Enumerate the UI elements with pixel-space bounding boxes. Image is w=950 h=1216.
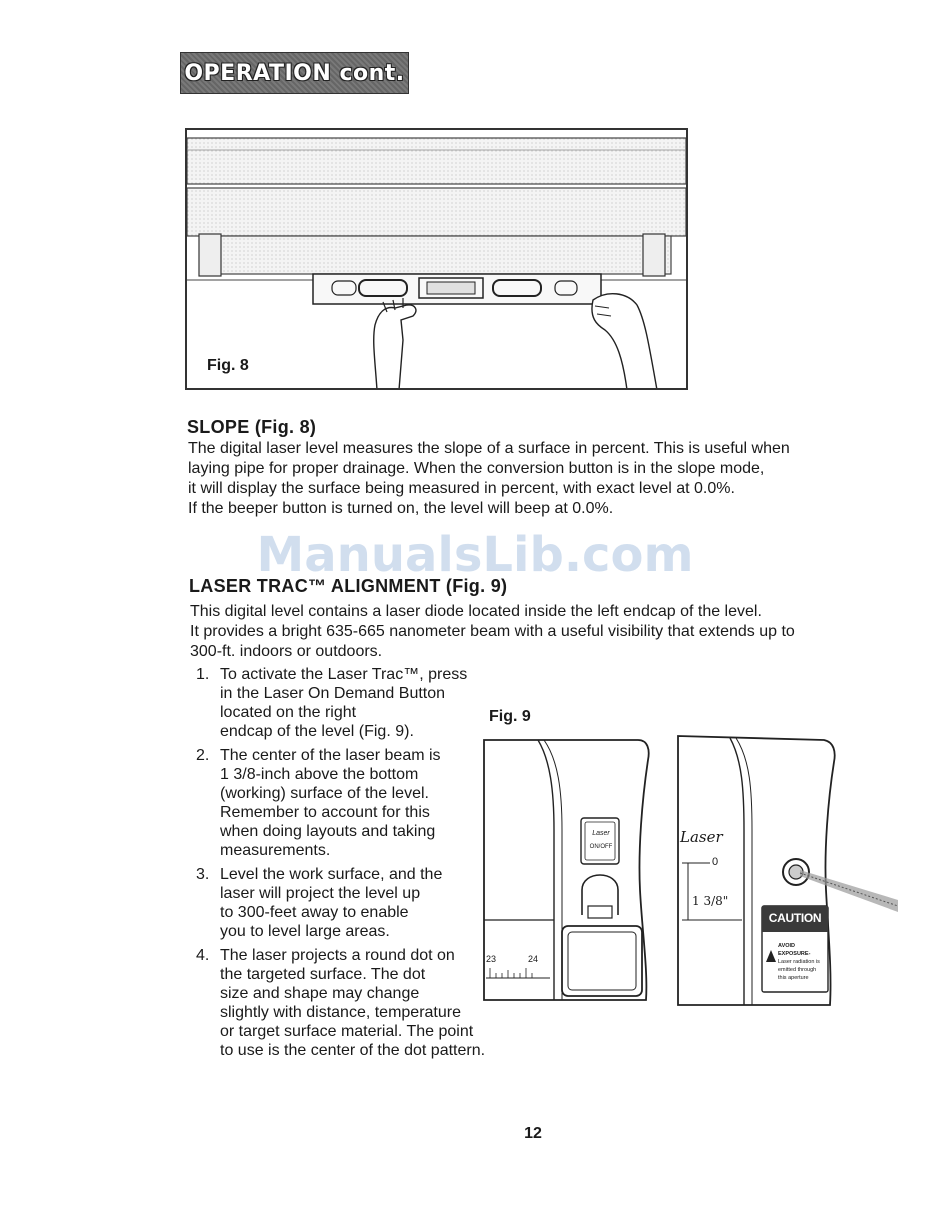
step-number: 2. [196,747,210,764]
step-number: 4. [196,947,210,964]
slope-paragraph [188,439,868,519]
list-item [196,946,506,1060]
laser-paragraph [190,602,870,662]
section-banner-title: OPERATION cont. [184,60,405,86]
laser-button-sublabel: ON/OFF [589,844,613,850]
step-number: 3. [196,866,210,883]
ruler-mark-right: 24 [528,954,539,964]
page-number: 12 [524,1125,542,1142]
figure-9-illustration [478,730,898,1015]
figure-8 [185,128,688,390]
caution-line: emitted through [778,967,817,973]
section-banner [180,52,409,94]
figure-8-label: Fig. 8 [207,357,249,374]
step-text: The laser projects a round dot on the targeted surface. The dot size and shape may change slightly with distance, temperature or target surface material. The point to use is the center of the dot pattern. [220,947,486,1059]
slope-heading: SLOPE (Fig. 8) [187,417,317,437]
figure-9 [478,730,898,1015]
laser-line: This digital level contains a laser diode located inside the left endcap of the level. [190,603,762,620]
caution-line: this aperture [778,975,809,981]
step-text: Level the work surface, and the laser will project the level up to 300-feet away to enable you to level large areas. [220,866,443,940]
ruler-mark-left: 23 [486,954,497,964]
caution-line: AVOID EXPOSURE- [778,943,811,957]
watermark: ManualsLib.com [256,527,694,583]
height-mark-label: 1 3/8" [692,894,729,908]
caution-title: CAUTION [768,911,822,925]
slope-line: If the beeper button is turned on, the level will beep at 0.0%. [188,500,614,517]
slope-line: The digital laser level measures the slope of a surface in percent. This is useful when [188,440,790,457]
figure-8-illustration [187,130,686,388]
slope-line: it will display the surface being measured in percent, with exact level at 0.0%. [188,480,735,497]
caution-warning-text [778,942,828,982]
step-text: To activate the Laser Trac™, press in the Laser On Demand Button located on the right endcap of the level (Fig. 9). [220,666,468,740]
laser-line: 300-ft. indoors or outdoors. [190,643,383,660]
zero-mark-label: 0 [712,856,719,868]
list-item [196,665,506,741]
laser-heading: LASER TRAC™ ALIGNMENT (Fig. 9) [189,576,508,596]
step-number: 1. [196,666,210,683]
laser-steps-list [196,665,506,1065]
laser-word-label: Laser [680,828,723,846]
laser-line: It provides a bright 635-665 nanometer beam with a useful visibility that extends up to [190,623,795,640]
figure-9-label: Fig. 9 [489,708,531,725]
list-item [196,865,506,941]
slope-line: laying pipe for proper drainage. When the conversion button is in the slope mode, [188,460,765,477]
step-text: The center of the laser beam is 1 3/8-inch above the bottom (working) surface of the level. Remember to account for this when doing layouts and taking measurements. [220,747,441,859]
laser-button-label: Laser [592,830,610,837]
caution-line: Laser radiation is [778,959,820,965]
list-item [196,746,506,860]
